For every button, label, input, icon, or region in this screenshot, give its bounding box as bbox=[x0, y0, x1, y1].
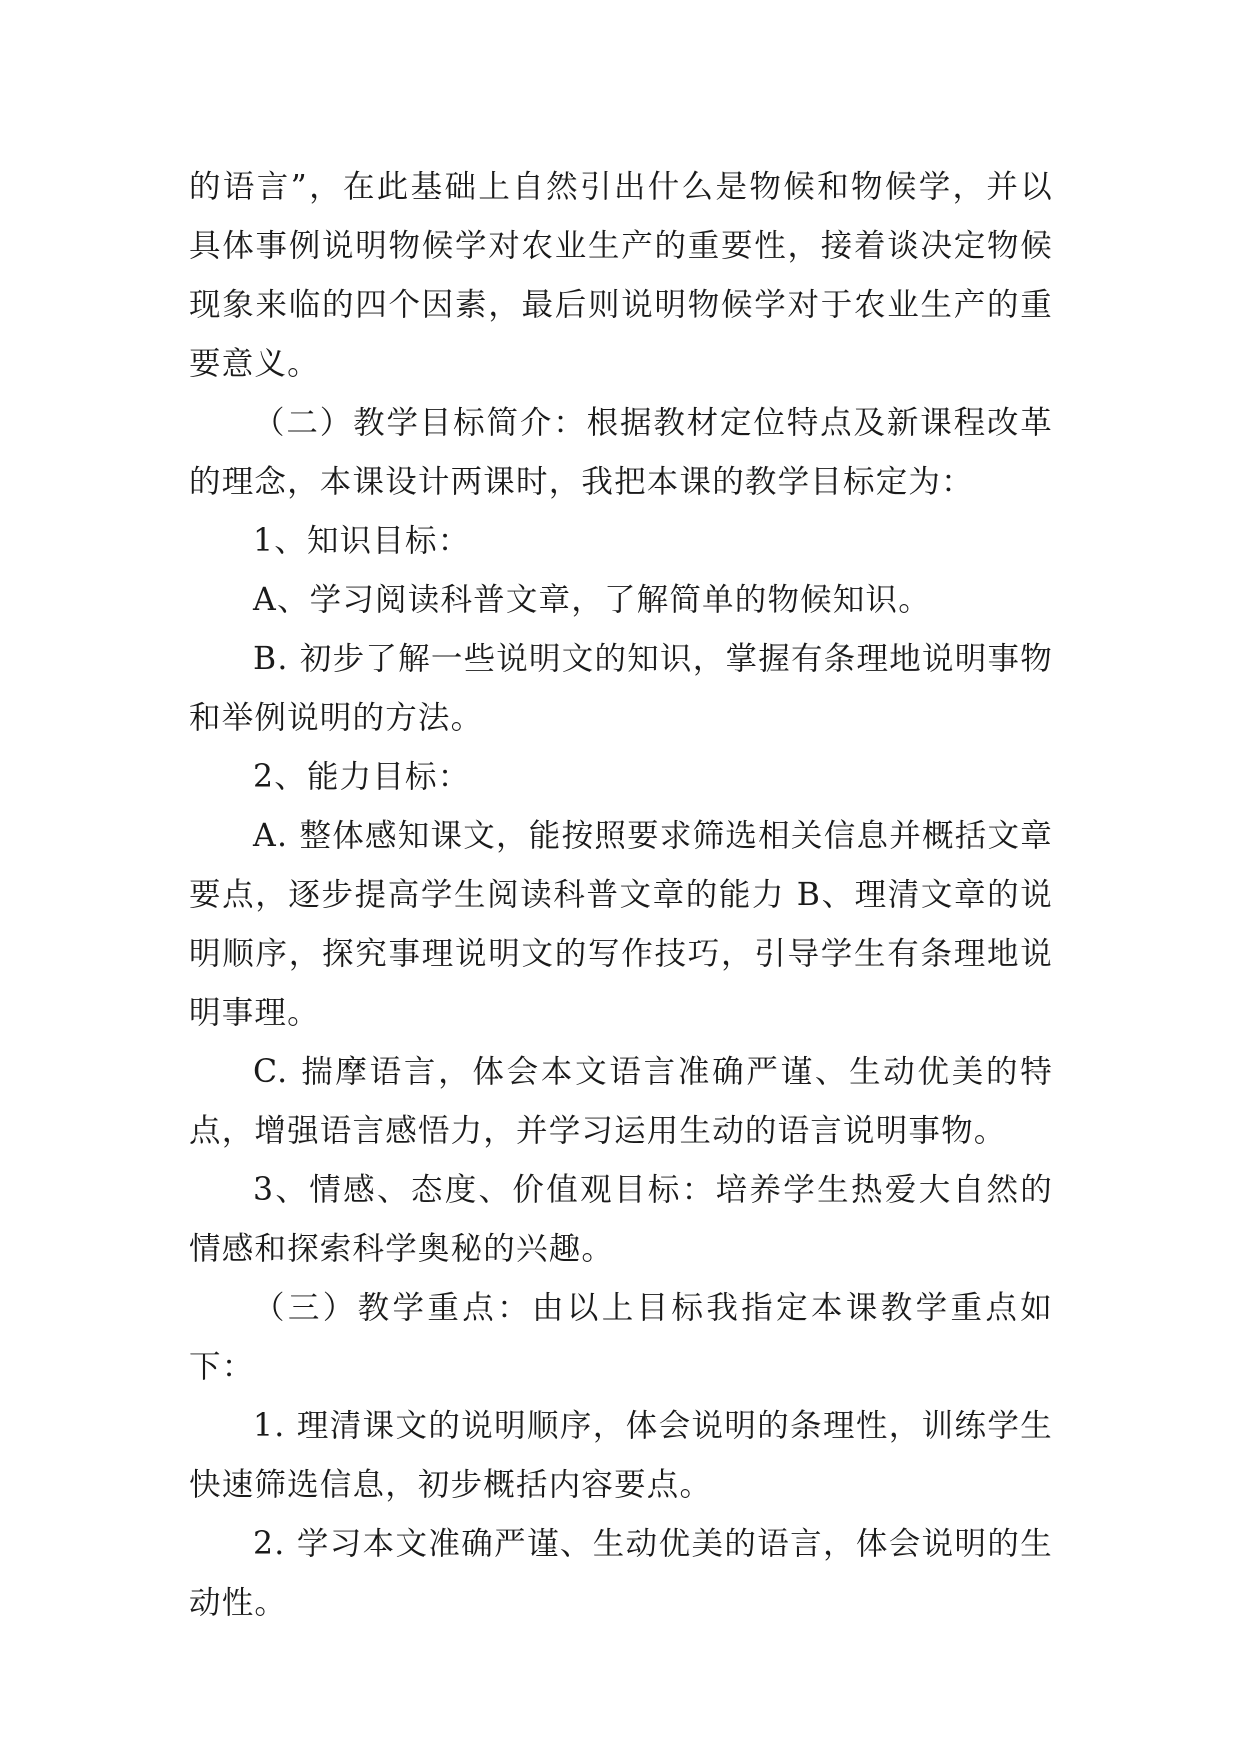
paragraph-emotion-goal: 3、情感、态度、价值观目标：培养学生热爱大自然的情感和探索科学奥秘的兴趣。 bbox=[189, 1172, 1053, 1267]
paragraph-section-three-intro: （三）教学重点：由以上目标我指定本课教学重点如下： bbox=[189, 1290, 1053, 1385]
paragraph-ability-goal-heading: 2、能力目标： bbox=[253, 759, 471, 795]
paragraph-knowledge-goal-b: B. 初步了解一些说明文的知识，掌握有条理地说明事物和举例说明的方法。 bbox=[189, 641, 1053, 736]
document-body bbox=[189, 158, 1053, 1633]
paragraph-key-point-1: 1. 理清课文的说明顺序，体会说明的条理性，训练学生快速筛选信息，初步概括内容要点。 bbox=[189, 1408, 1053, 1503]
paragraph-ability-goal-a: A. 整体感知课文，能按照要求筛选相关信息并概括文章要点，逐步提高学生阅读科普文章的能力 B、理清文章的说明顺序，探究事理说明文的写作技巧，引导学生有条理地说明事理。 bbox=[189, 818, 1053, 1031]
paragraph-knowledge-goal-a: A、学习阅读科普文章，了解简单的物候知识。 bbox=[253, 582, 931, 618]
paragraph-ability-goal-c: C. 揣摩语言，体会本文语言准确严谨、生动优美的特点，增强语言感悟力，并学习运用生动的语言说明事物。 bbox=[189, 1054, 1053, 1149]
paragraph-knowledge-goal-heading: 1、知识目标： bbox=[253, 523, 471, 559]
paragraph-continuation: 的语言”，在此基础上自然引出什么是物候和物候学，并以具体事例说明物候学对农业生产的重要性，接着谈决定物候现象来临的四个因素，最后则说明物候学对于农业生产的重要意义。 bbox=[189, 169, 1053, 382]
paragraph-key-point-2: 2. 学习本文准确严谨、生动优美的语言，体会说明的生动性。 bbox=[189, 1526, 1053, 1621]
paragraph-section-two-intro: （二）教学目标简介：根据教材定位特点及新课程改革的理念，本课设计两课时，我把本课的教学目标定为： bbox=[189, 405, 1053, 500]
